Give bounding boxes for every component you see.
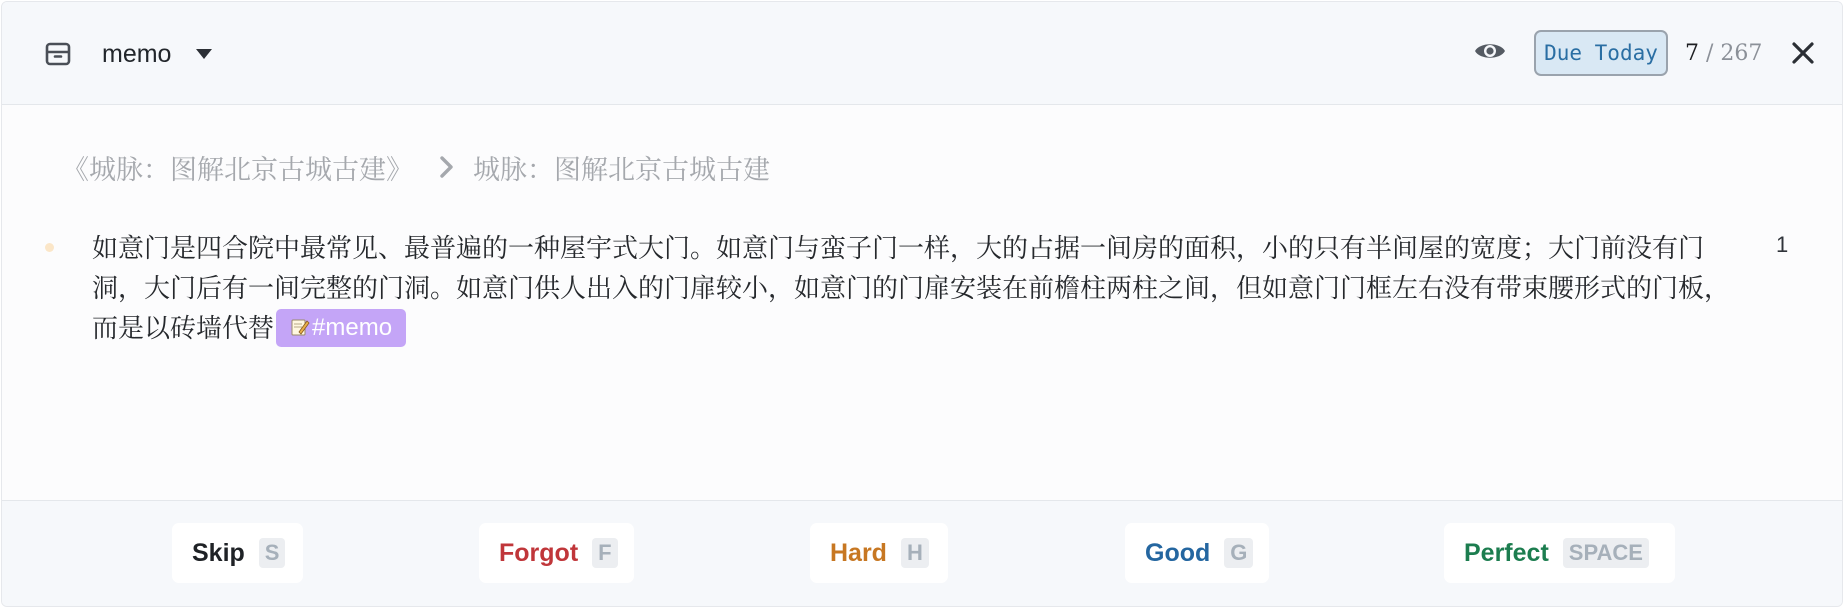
memo-pencil-icon [290, 311, 310, 331]
archive-box-icon[interactable] [42, 38, 74, 70]
skip-shortcut-key: S [259, 538, 286, 568]
block-reference-count[interactable]: 1 [1776, 232, 1789, 257]
review-header [2, 2, 1842, 105]
counter-separator: / [1706, 41, 1714, 66]
perfect-label: Perfect [1464, 538, 1549, 567]
caret-down-icon[interactable] [192, 38, 216, 70]
perfect-shortcut-key: SPACE [1563, 538, 1649, 568]
rating-bar [2, 500, 1842, 606]
memo-tag[interactable] [276, 309, 406, 347]
skip-label: Skip [192, 538, 245, 567]
eye-icon[interactable] [1472, 35, 1508, 67]
breadcrumb [62, 150, 770, 184]
counter-total: 267 [1720, 41, 1763, 66]
perfect-button[interactable] [1444, 523, 1675, 583]
forgot-button[interactable] [479, 523, 634, 583]
hard-button[interactable] [810, 523, 948, 583]
flashcard-review-panel [1, 1, 1843, 607]
card-counter [1685, 38, 1762, 70]
good-shortcut-key: G [1224, 538, 1253, 568]
good-button[interactable] [1125, 523, 1269, 583]
good-label: Good [1145, 538, 1211, 567]
hard-label: Hard [830, 538, 887, 567]
breadcrumb-item-page[interactable]: 《城脉：图解北京古城古建》 [62, 154, 413, 185]
forgot-shortcut-key: F [592, 538, 617, 568]
close-icon[interactable] [1788, 38, 1818, 68]
forgot-label: Forgot [499, 538, 579, 567]
chevron-right-icon [433, 153, 461, 181]
due-today-filter-button[interactable]: Due Today [1534, 30, 1668, 76]
block-bullet[interactable] [45, 243, 54, 252]
skip-button[interactable] [172, 523, 303, 583]
block-content[interactable] [92, 228, 1752, 348]
breadcrumb-item-block[interactable]: 城脉：图解北京古城古建 [473, 154, 770, 185]
block-text: 如意门是四合院中最常见、最普遍的一种屋宇式大门。如意门与蛮子门一样，大的占据一间房的面积，小的只有半间屋的宽度；大门前没有门洞，大门后有一间完整的门洞。如意门供人出入的门扉较小，如意门的门扉安装在前檐柱两柱之间，但如意门门框左右没有带束腰形式的门板，而是以砖墙代替 [92, 233, 1731, 343]
hard-shortcut-key: H [901, 538, 929, 568]
memo-tag-label: #memo [312, 314, 393, 341]
counter-current: 7 [1685, 41, 1699, 66]
deck-selector-label[interactable]: memo [102, 40, 172, 68]
